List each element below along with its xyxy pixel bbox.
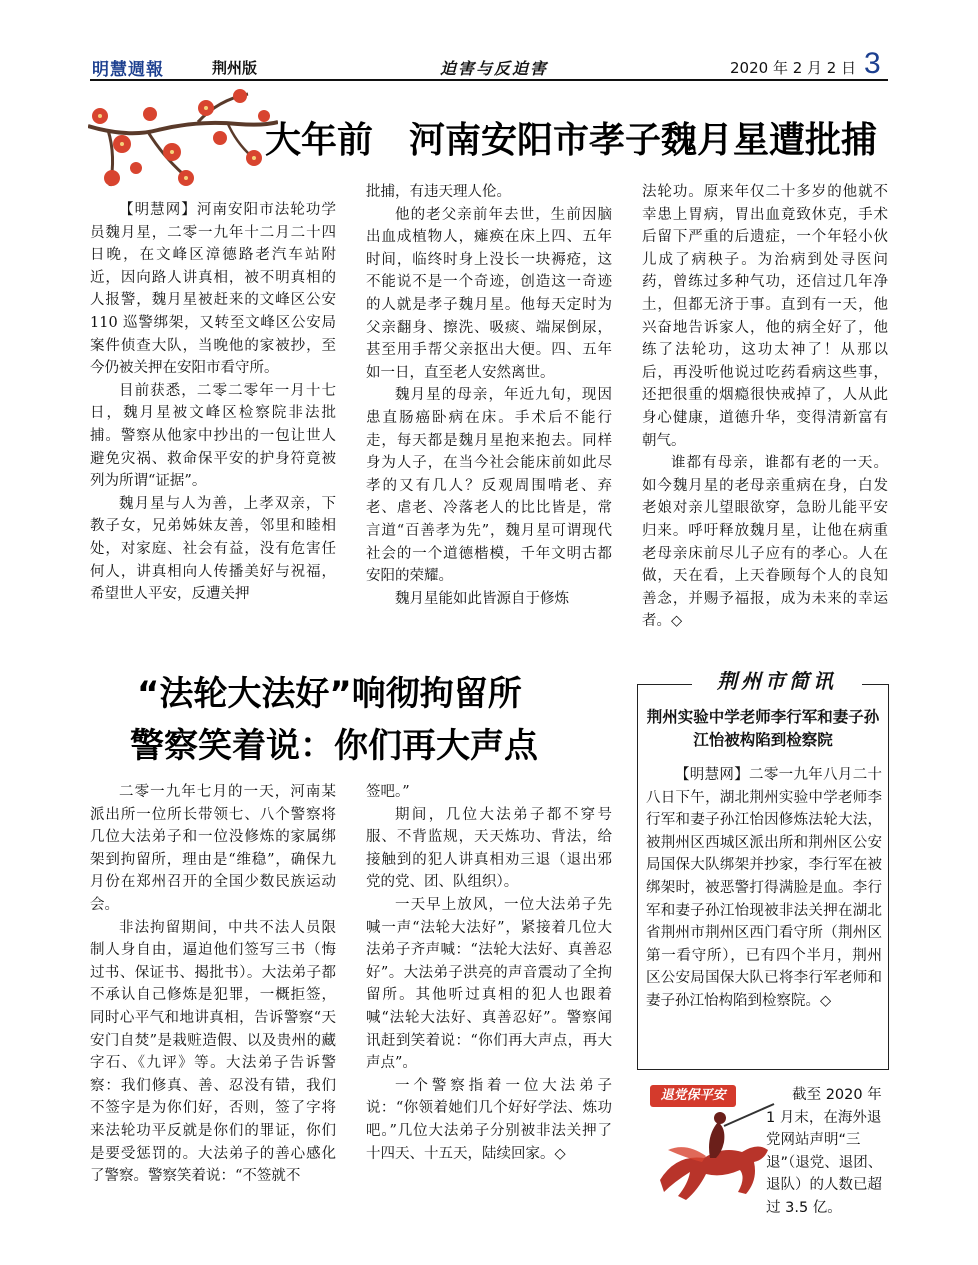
article1-headline-part1: 大年前 <box>265 120 374 161</box>
article1-column-1 <box>90 199 336 606</box>
paragraph: 签吧。” <box>366 784 410 800</box>
masthead: 明慧週報 <box>92 60 164 80</box>
paragraph: 一个警察指着一位大法弟子说：“你领着她们几个好好学法、炼功吧。”几位大法弟子分别被非法关押了十四天、十五天，陆续回家。◇ <box>366 1077 612 1162</box>
promo-paragraph: 截至 2020 年 1 月末，在海外退党网站声明“三退”（退党、退团、退队）的人数已超过 3.5 亿。 <box>766 1087 883 1216</box>
paragraph: 【明慧网】河南安阳市法轮功学员魏月星，二零一九年十二月二十四日晚，在文峰区漳德路老汽车站附近，因向路人讲真相，被不明真相的人报警，魏月星被赶来的文峰区公安 110 巡警绑架，又转至文峰区公安局案件侦查大队，当晚他的家被抄，至今仍被关押在安阳市看守所。 <box>90 202 336 377</box>
news-brief-title: 荆州市简讯 <box>692 666 862 696</box>
news-brief-body <box>646 764 882 1013</box>
section-title: 迫害与反迫害 <box>440 59 549 78</box>
header-rule <box>90 79 888 81</box>
edition-label: 荆州版 <box>212 59 258 77</box>
article1-column-2 <box>366 181 612 610</box>
horse-rider-icon <box>646 1102 786 1208</box>
paragraph: 魏月星的母亲，年近九旬，现因患直肠癌卧病在床。手术后不能行走，每天都是魏月星抱来抱去。同样身为人子，在当今社会能床前如此尽孝的又有几人？反观周围啃老、弃老、虐老、冷落老人的比比皆是，常言道“百善孝为先”，魏月星可谓现代社会的一个道德楷模，千年文明古都安阳的荣耀。 <box>366 387 612 585</box>
page-number: 3 <box>864 47 881 80</box>
issue-date: 2020 年 2 月 2 日 <box>730 59 857 77</box>
plum-blossom-icon <box>88 86 278 194</box>
article1-headline-part2: 河南安阳市孝子魏月星遭批捕 <box>409 120 878 161</box>
article2-column-1 <box>90 781 336 1188</box>
news-brief-headline: 荆州实验中学老师李行军和妻子孙江怡被构陷到检察院 <box>646 708 880 749</box>
article2-headline-line2: 警察笑着说：你们再大声点 <box>130 726 538 766</box>
paragraph: 【明慧网】二零一九年八月二十八日下午，湖北荆州实验中学老师李行军和妻子孙江怡因修炼法轮大法，被荆州区西城区派出所和荆州区公安局国保大队绑架并抄家，李行军在被绑架时，被恶警打得满脸是血。李行军和妻子孙江怡现被非法关押在湖北省荆州市荆州区西门看守所（荆州区第一看守所），已有四个半月，荆州区公安局国保大队已将李行军老师和妻子孙江怡构陷到检察院。◇ <box>646 767 882 1009</box>
article1-headline <box>265 112 877 163</box>
promo-text <box>766 1084 892 1220</box>
article2-column-2 <box>366 781 612 1165</box>
paragraph: 谁都有母亲，谁都有老的一天。如今魏月星的老母亲重病在身，白发老娘对亲儿望眼欲穿，急盼儿能平安归来。呼吁释放魏月星，让他在病重老母亲床前尽儿子应有的孝心。人在做，天在看，上天眷顾每个人的良知善念，并赐予福报，成为未来的幸运者。◇ <box>642 455 888 630</box>
paragraph: 期间，几位大法弟子都不穿号服、不背监规，天天炼功、背法，给接触到的犯人讲真相劝三退（退出邪党的党、团、队组织）。 <box>366 806 612 891</box>
paragraph: 魏月星能如此皆源自于修炼 <box>395 590 569 607</box>
paragraph: 批捕，有违天理人伦。 <box>366 184 511 200</box>
article2-headline-line1: “法轮大法好”响彻拘留所 <box>137 674 522 714</box>
paragraph: 非法拘留期间，中共不法人员限制人身自由，逼迫他们签写三书（悔过书、保证书、揭批书）。大法弟子都不承认自己修炼是犯罪，一概拒签，同时心平气和地讲真相，告诉警察“天安门自焚”是栽赃造假、以及贵州的藏字石、《九评》等。大法弟子告诉警察：我们修真、善、忍没有错，我们不签字是为你们好，否则，签了字将来法轮功平反就是你们的罪证，你们是要受惩罚的。大法弟子的善心感化了警察。警察笑着说：“不签就不 <box>90 919 336 1185</box>
article1-column-3 <box>642 181 888 633</box>
paragraph: 法轮功。原来年仅二十多岁的他就不幸患上胃病，胃出血竟致休克，手术后留下严重的后遗症，一个年轻小伙儿成了病秧子。为治病到处寻医问药，曾练过多种气功，还信过几年净土，但都无济于事。直到有一天，他兴奋地告诉家人，他的病全好了，他练了法轮功，这功太神了！从那以后，再没听他说过吃药看病这些事，还把很重的烟瘾很快戒掉了，人从此身心健康，道德升华，变得清新富有朝气。 <box>642 184 888 449</box>
promo-badge: 退党保平安 <box>650 1085 736 1107</box>
paragraph: 他的老父亲前年去世，生前因脑出血成植物人，瘫痪在床上四、五年时间，临终时身上没长一块褥疮，这不能说不是一个奇迹，创造这一奇迹的人就是孝子魏月星。他每天定时为父亲翻身、擦洗、吸痰、端屎倒尿，甚至用手帮父亲抠出大便。四、五年如一日，直至老人安然离世。 <box>366 206 612 381</box>
paragraph: 目前获悉，二零二零年一月十七日，魏月星被文峰区检察院非法批捕。警察从他家中抄出的一包让世人避免灾祸、救命保平安的护身符竟被列为所谓“证据”。 <box>90 382 336 490</box>
paragraph: 二零一九年七月的一天，河南某派出所一位所长带领七、八个警察将几位大法弟子和一位没修炼的家属绑架到拘留所，理由是“维稳”，确保九月份在郑州召开的全国少数民族运动会。 <box>90 784 336 913</box>
paragraph: 一天早上放风，一位大法弟子先喊一声“法轮大法好”，紧接着几位大法弟子齐声喊：“法轮大法好、真善忍好”。大法弟子洪亮的声音震动了全拘留所。其他听过真相的犯人也跟着喊“法轮大法好、真善忍好”。警察闻讯赶到笑着说：“你们再大声点，再大声点”。 <box>366 896 612 1072</box>
paragraph: 魏月星与人为善，上孝双亲，下教子女，兄弟姊妹友善，邻里和睦相处，对家庭、社会有益，没有危害任何人，讲真相向人传播美好与祝福，希望世人平安，反遭关押 <box>90 495 336 603</box>
